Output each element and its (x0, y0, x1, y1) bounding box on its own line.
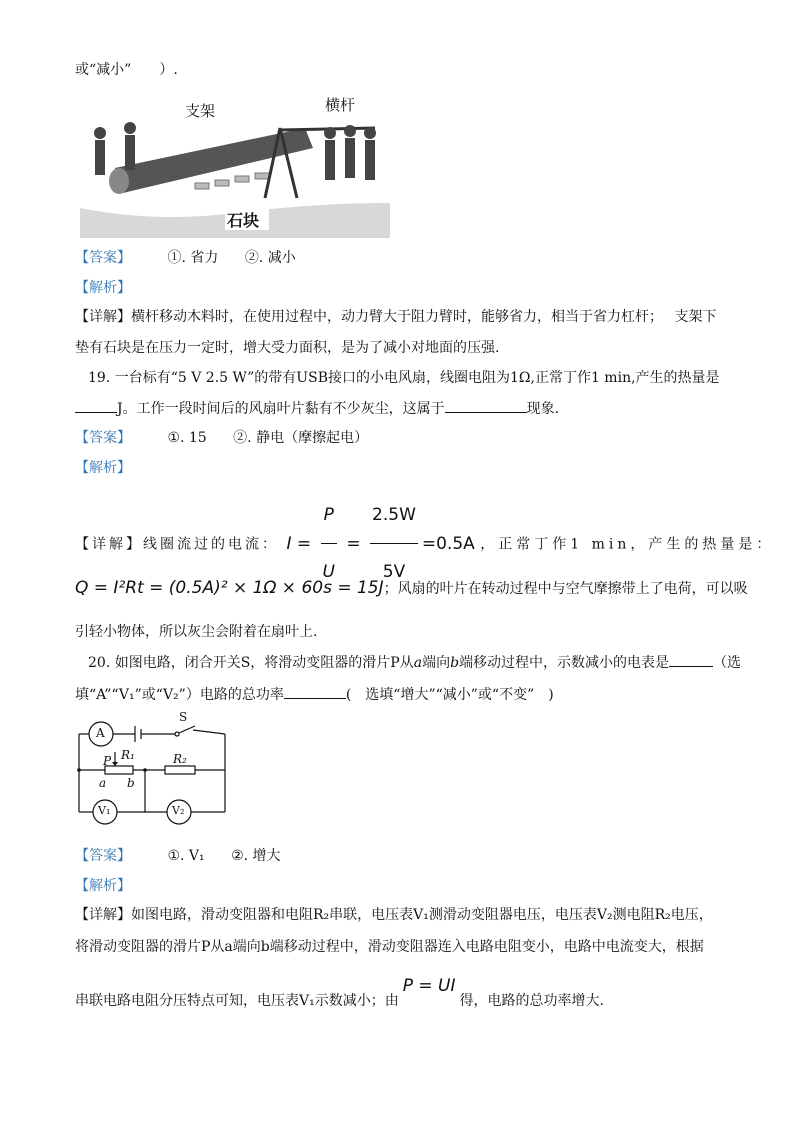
v1-label: V₁ (98, 804, 111, 817)
switch-label: S (179, 710, 188, 724)
blank-2 (284, 684, 346, 699)
detail-c: ；风扇的叶片在转动过程中与空气摩擦带上了电荷，可以吸 (383, 581, 748, 597)
detail-tag: 【详解】 (75, 907, 131, 923)
q20-detail-2: 将滑动变阻器的滑片P从a端向b端移动过程中，滑动变阻器连入电路电阻变小，电路中电流变大，根据 (75, 939, 704, 955)
detail-text: 横杆移动木料时，在使用过程中，动力臂大于阻力臂时，能够省力，相当于省力杠杆； 支架下 (131, 309, 717, 325)
answer-2: ②. 减小 (244, 250, 296, 266)
q19-detail-eq2 (75, 578, 748, 599)
circuit-diagram (75, 712, 235, 828)
crossbar-label: 横杆 (325, 96, 356, 114)
q19-stem-2 (75, 398, 559, 419)
question-continuation: 或“减小” ）. (75, 62, 178, 78)
q20-stem-1: 20. 如图电路，闭合开关S，将滑动变阻器的滑片P从a端向b端移动过程中，示数减小的电表是 （选 (88, 652, 741, 673)
blank-1 (669, 652, 713, 667)
detail-tag: 【详解】 (75, 309, 131, 325)
q18-answer (75, 248, 296, 268)
r2-label: R₂ (173, 752, 187, 766)
detail-1: 如图电路，滑动变阻器和电阻R₂串联，电压表V₁测滑动变阻器电压，电压表V₂测电阻R₂电压， (131, 907, 713, 923)
b-label: b (127, 776, 135, 790)
r1-label: R₁ (121, 748, 135, 762)
ammeter-label: A (96, 726, 105, 740)
answer-1: ①. 15 (167, 430, 207, 446)
detail-a: 线圈流过的电流： (143, 536, 279, 553)
detail-tag: 【详解】 (75, 536, 143, 553)
q18-detail-1 (75, 307, 716, 327)
answer-tag: 【答案】 (75, 250, 131, 266)
lever-illustration (75, 88, 395, 238)
answer-tag: 【答案】 (75, 430, 131, 446)
q19-stem-2b: 现象. (526, 401, 560, 417)
q19-stem-1: 19. 一台标有“5 V 2.5 W”的带有USB接口的小电风扇，线圈电阻为1Ω,正常丁作1 min,产生的热量是 (88, 370, 720, 386)
heat-equation: Q = I²Rt = (0.5A)² × 1Ω × 60s = 15J (75, 578, 384, 598)
q20-analysis-tag: 【解析】 (75, 878, 131, 894)
q18-analysis-tag: 【解析】 (75, 280, 131, 296)
q19-analysis-tag: 【解析】 (75, 460, 131, 476)
blank-2 (445, 398, 527, 413)
current-equation: I = $\frac{P}{U}$ = $\frac{2.5W}{5V}$ =0.5A (286, 534, 480, 554)
a-label: a (99, 776, 107, 790)
q20-answer (75, 846, 281, 866)
answer-1: ①. 省力 (167, 250, 219, 266)
power-equation: P = UI (402, 976, 456, 996)
support-label: 支架 (185, 102, 216, 120)
answer-2: ②. 增大 (231, 848, 281, 864)
q19-detail-d: 引轻小物体，所以灰尘会附着在扇叶上. (75, 624, 318, 640)
detail-b: ，正常丁作1 min，产生的热量是： (480, 536, 775, 553)
q19-stem-2a: J。工作一段时间后的风扇叶片黏有不少灰尘，这属于 (117, 401, 445, 417)
q20-detail-1 (75, 905, 713, 925)
answer-1: ①. V₁ (167, 848, 205, 864)
answer-tag: 【答案】 (75, 848, 131, 864)
q20-stem-2: 填“A”“V₁”或“V₂”）电路的总功率 ( 选填“增大”“减小”或“不变” ) (75, 684, 554, 705)
stone-label: 石块 (227, 211, 260, 230)
q19-answer (75, 428, 368, 448)
blank-1 (75, 398, 117, 413)
q18-detail-2: 垫有石块是在压力一定时，增大受力面积，是为了减小对地面的压强. (75, 340, 500, 356)
v2-label: V₂ (172, 804, 185, 817)
q20-detail-3: 串联电路电阻分压特点可知，电压表V₁示数减小；由P = UI得，电路的总功率增大. (75, 976, 604, 1009)
p-label: P (103, 754, 112, 768)
answer-2: ②. 静电（摩擦起电） (233, 430, 369, 446)
